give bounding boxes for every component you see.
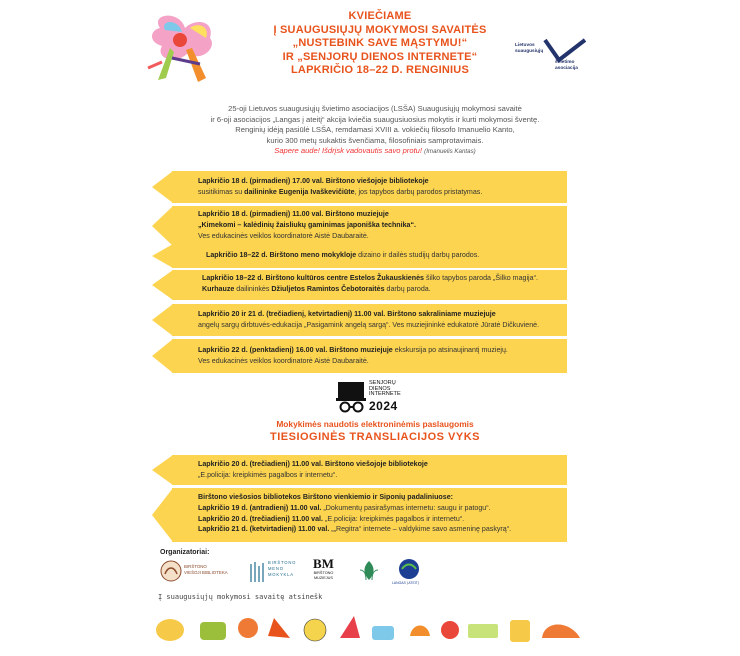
event-band-5 [172, 304, 567, 336]
library-logo-line-2: VIEŠOJI BIBLIOTEKA [184, 570, 228, 575]
organizer-logos [158, 556, 438, 588]
lssa-logo-line-4: asociacija [555, 65, 578, 71]
langas-logo-icon [396, 557, 422, 583]
arrow-tip-icon [152, 339, 173, 373]
event-band-2 [172, 206, 567, 246]
event-1-title: Lapkričio 18 d. (pirmadienį) 17.00 val. Birštono viešojoje bibliotekoje [198, 177, 429, 185]
intro-line-2: ir 6-oji asociacijos „Langas į ateitį“ akcija kviečia suaugusiuosius mokytis ir kurti mokymosi šventę. [210, 114, 540, 124]
header-line-5: LAPKRIČIO 18–22 D. RENGINIUS [291, 64, 469, 76]
seniors-logo-year: 2024 [369, 399, 398, 413]
lssa-logo-line-1: Lietuvos [515, 43, 535, 48]
event-4-title: Lapkričio 18–22 d. Birštono kultūros centre Estelos Žukauskienės šilko tapybos paroda „Šilko magija“. [202, 274, 538, 282]
culture-center-logo-icon [356, 558, 382, 584]
arrow-tip-icon [152, 455, 173, 485]
laptop-glasses-icon [336, 380, 368, 414]
seniors-logo-line-2: DIENOS [369, 385, 391, 392]
header-line-2: Į SUAUGUSIŲJŲ MOKYMOSI SAVAITĖS [273, 23, 487, 36]
lssa-logo-line-2: suaugusiųjų [515, 48, 544, 54]
kant-quote: Sapere aude! Išdrįsk vadovautis savo protu! [274, 146, 423, 156]
event-5-desc: angelų sargų dirbtuvės-edukacija „Pasigamink angelą sargą“. Ves muziejininkė edukatorė Jūratė Dičkuvienė. [198, 320, 540, 329]
arrow-tip-icon [152, 304, 173, 336]
doodle-illustrations-strip [150, 608, 590, 648]
e-services-title: TIESIOGINĖS TRANSLIACIJOS VYKS [270, 431, 480, 443]
event-8-row-1: Lapkričio 19 d. (antradienį) 11.00 val. „Dokumentų pasirašymas internetu: saugu ir patogu“. [198, 503, 491, 512]
event-6-desc: Ves edukacinės veiklos koordinatorė Aistė Daubaraitė. [198, 356, 369, 365]
event-band-4 [172, 270, 567, 300]
intro-line-1: 25-oji Lietuvos suaugusiųjų švietimo asociacijos (LSŠA) Suaugusiųjų mokymosi savaitė [228, 104, 522, 113]
arrow-tip-icon [152, 244, 173, 268]
arrow-tip-icon [152, 270, 173, 300]
kant-author: (Imanuelis Kantas) [424, 148, 476, 156]
art-school-logo-icon [248, 560, 266, 584]
event-2-title: Lapkričio 18 d. (pirmadienį) 11.00 val. Birštono muziejuje [198, 210, 389, 218]
intro-paragraph [180, 104, 570, 158]
header-line-1: KVIEČIAME [348, 10, 412, 22]
arrow-tip-icon [152, 171, 173, 203]
library-logo-icon [160, 560, 182, 582]
event-6-title: Lapkričio 22 d. (penktadienį) 16.00 val. Birštono muziejuje ekskursija po atsinaujinantį muziejų. [198, 346, 508, 354]
attend-caption: Į suaugusiųjų mokymosi savaitę atsinešk [158, 593, 323, 601]
museum-logo-line-2: MUZIEJUS [313, 575, 333, 580]
event-7-title: Lapkričio 20 d. (trečiadienį) 11.00 val. Birštono viešojoje bibliotekoje [198, 460, 428, 468]
event-band-3 [172, 244, 567, 268]
lssa-logo-line-3: švietimo [555, 60, 575, 65]
event-band-8 [172, 488, 567, 542]
intro-line-3: Renginių idėją pasiūlė LSŠA, remdamasi XVIII a. vokiečių filosofo Imanuelio Kanto, [235, 125, 515, 135]
event-5-title: Lapkričio 20 ir 21 d. (trečiadienį, ketvirtadienį) 11.00 val. Birštono sakraliniame muziejuje [198, 310, 496, 318]
organizers-label: Organizatoriai: [160, 549, 210, 556]
event-band-6 [172, 339, 567, 373]
e-services-heading [175, 418, 575, 444]
e-services-subtitle: Mokykimės naudotis elektroninėmis paslaugomis [276, 419, 474, 429]
arrow-tip-icon [152, 206, 173, 246]
header-line-3: „NUSTEBINK SAVE MĄSTYMU!“ [292, 37, 468, 49]
library-logo-line-1: BIRŠTONO [184, 564, 207, 569]
header-line-4: IR „SENJORŲ DIENOS INTERNETE“ [282, 50, 478, 63]
event-8-row-2: Lapkričio 20 d. (trečiadienį) 11.00 val. „E.policija: kreipkimės pagalbos ir internetu“. [198, 514, 465, 523]
event-band-1 [172, 171, 567, 203]
event-band-7 [172, 455, 567, 485]
arrow-tip-icon [152, 488, 173, 542]
langas-logo-caption: LANGAS Į ATEITĮ [392, 581, 419, 585]
event-2-desc: „Kimekomi – kalėdinių žaisliukų gaminimas japoniška technika“. [198, 220, 417, 229]
art-school-line-1: BIRŠTONO [268, 560, 297, 565]
seniors-logo-line-1: SENJORŲ [369, 380, 396, 386]
event-8-title: Birštono viešosios bibliotekos Birštono vienkiemio ir Siponių padaliniuose: [198, 493, 454, 501]
museum-logo-mark: BM [313, 556, 334, 571]
intro-quote-line [180, 146, 570, 158]
event-2-note: Ves edukacinės veiklos koordinatorė Aistė Daubaraitė. [198, 231, 369, 240]
art-school-line-2: MENO [268, 566, 284, 571]
event-3-title: Lapkričio 18–22 d. Birštono meno mokykloje dizaino ir dailės studijų darbų parodos. [206, 251, 480, 259]
event-7-desc: „E.policija: kreipkimės pagalbos ir internetu“. [198, 470, 338, 479]
lssa-logo [515, 38, 587, 72]
intro-line-4: kurio 300 metų sukaktis švenčiama, filosofiniais samprotavimais. [266, 135, 484, 145]
museum-logo-line-1: BIRŠTONO [313, 571, 334, 575]
event-1-desc: susitikimas su dailininke Eugenija Ivaškevičiūte, jos tapybos darbų parodos pristatymas. [198, 187, 483, 196]
seniors-day-logo [336, 380, 408, 414]
seniors-logo-line-3: INTERNETE [369, 391, 401, 398]
event-4-desc: Kurhauze dailininkės Džiuljetos Ramintos Čebotoraitės darbų paroda. [202, 284, 431, 293]
art-school-line-3: MOKYKLA [268, 572, 294, 577]
event-8-row-3: Lapkričio 21 d. (ketvirtadienį) 11.00 val. „„Regitra“ internete – valdykime savo asmeninę paskyrą“. [198, 525, 512, 534]
